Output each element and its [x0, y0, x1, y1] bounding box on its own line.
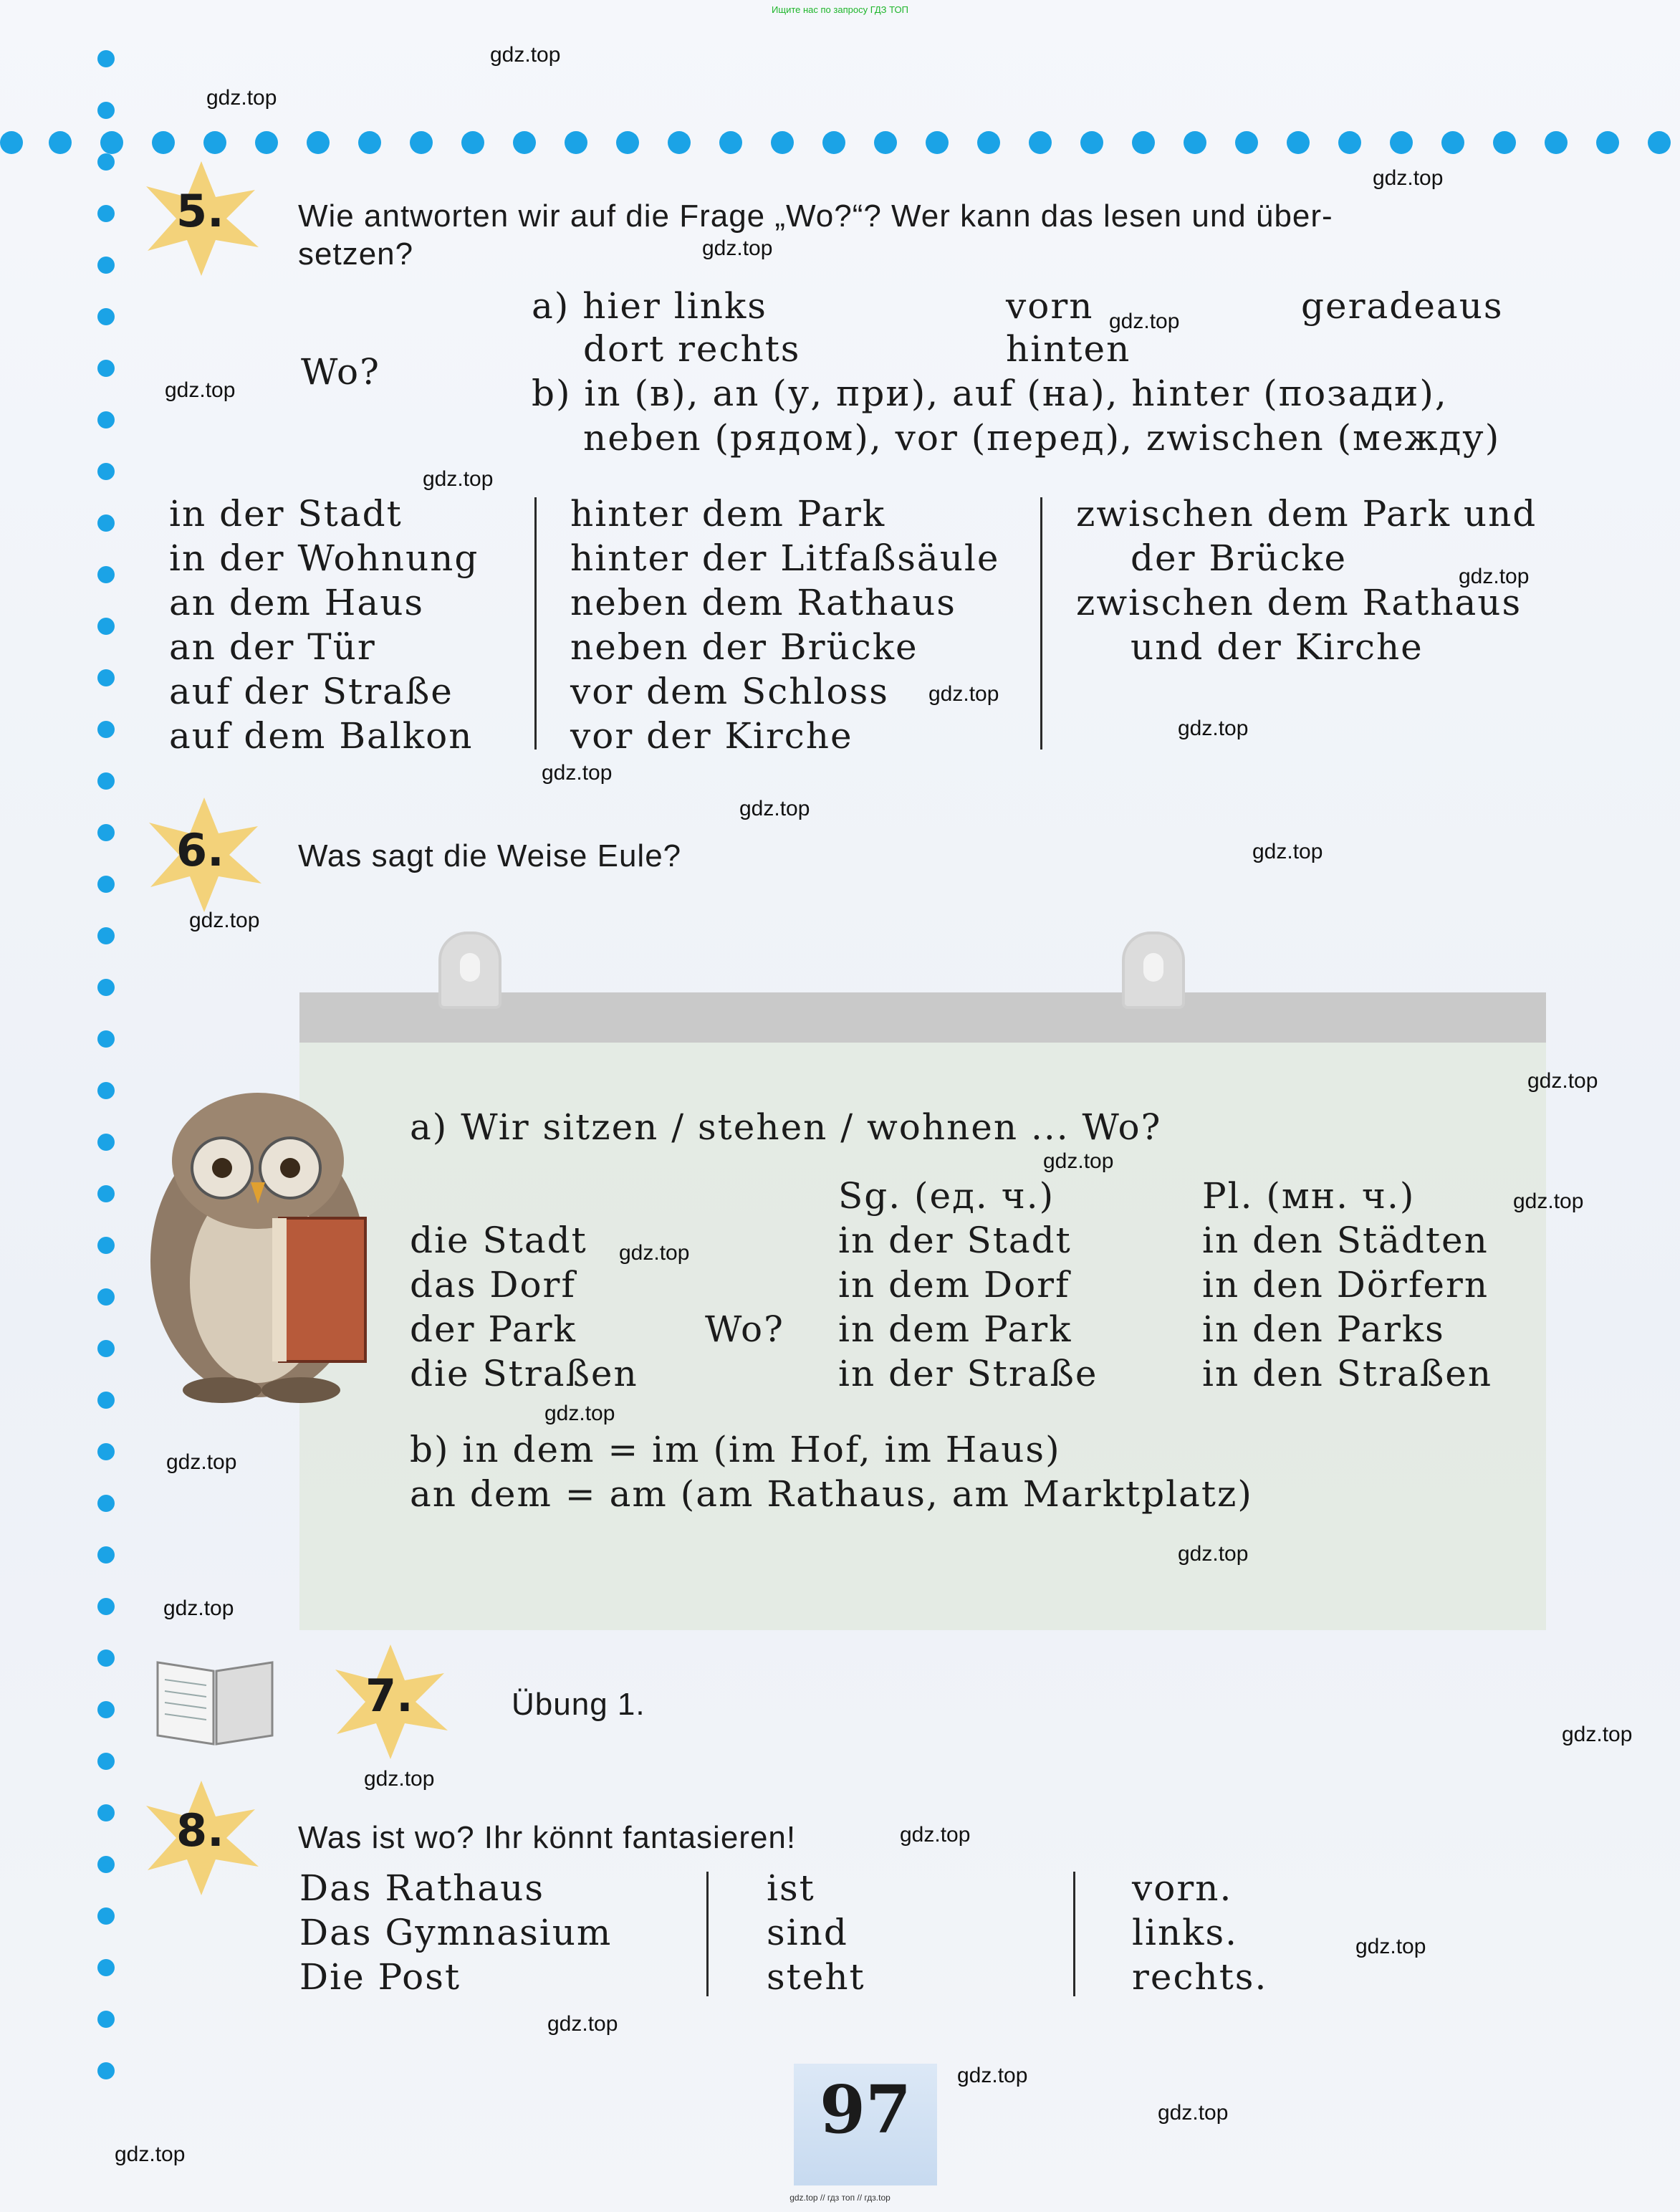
subject: Die Post: [299, 1956, 461, 1998]
place: rechts.: [1132, 1956, 1268, 1998]
noun: die Stadt: [410, 1220, 587, 1261]
page-number-box: [794, 2064, 937, 2185]
watermark: gdz.top: [739, 797, 810, 820]
row-a-col3: geradeaus: [1301, 285, 1504, 327]
row-b-line2: neben (рядом), vor (перед), zwischen (между): [583, 417, 1501, 459]
watermark: gdz.top: [163, 1596, 234, 1620]
prep-phrase: in der Stadt: [169, 493, 403, 535]
watermark: gdz.top: [364, 1767, 435, 1791]
board-hanger: [1122, 932, 1185, 1009]
exercise-6-instruction: Was sagt die Weise Eule?: [298, 838, 682, 873]
watermark: gdz.top: [900, 1823, 971, 1847]
left-dot-column: [97, 50, 126, 2128]
singular-form: in dem Dorf: [838, 1264, 1070, 1306]
noun: der Park: [410, 1308, 577, 1350]
watermark: gdz.top: [1178, 1542, 1249, 1566]
board-hanger: [438, 932, 501, 1009]
watermark: gdz.top: [1513, 1189, 1584, 1213]
watermark: gdz.top: [490, 43, 561, 67]
column-divider: [1073, 1872, 1075, 1996]
prep-phrase: auf der Straße: [169, 671, 453, 712]
watermark: gdz.top: [702, 236, 773, 260]
exercise-5-instruction-cont: setzen?: [298, 236, 414, 272]
prep-phrase: neben dem Rathaus: [570, 582, 956, 623]
watermark: gdz.top: [115, 2142, 186, 2166]
singular-header: Sg. (ед. ч.): [838, 1175, 1055, 1217]
watermark: gdz.top: [206, 86, 277, 110]
prep-phrase: vor dem Schloss: [570, 671, 889, 712]
exercise-5-number: 5.: [176, 185, 224, 237]
watermark: gdz.top: [1459, 565, 1530, 588]
prep-phrase: neben der Brücke: [570, 626, 918, 668]
wo-owl: Wo?: [705, 1308, 784, 1350]
workbook-icon: [155, 1655, 275, 1748]
place: vorn.: [1132, 1867, 1233, 1909]
row-a2-col2: hinten: [1006, 328, 1131, 370]
watermark: gdz.top: [542, 761, 613, 785]
row-a2-col1: dort rechts: [583, 328, 801, 370]
prep-phrase: zwischen dem Park und: [1076, 493, 1537, 535]
watermark: gdz.top: [1158, 2101, 1229, 2125]
plural-form: in den Städten: [1202, 1220, 1489, 1261]
watermark: gdz.top: [1562, 1723, 1633, 1746]
row-b-line1: b) in (в), an (у, при), auf (на), hinter (позади),: [532, 373, 1448, 414]
exercise-7-text: Übung 1.: [512, 1687, 645, 1722]
contraction-line-2: an dem = am (am Rathaus, am Marktplatz): [410, 1473, 1253, 1515]
wo-question: Wo?: [301, 351, 380, 393]
bottom-banner: gdz.top // гдз топ // гдз.top: [789, 2193, 891, 2203]
watermark: gdz.top: [957, 2064, 1028, 2087]
subject: Das Gymnasium: [299, 1912, 613, 1953]
watermark: gdz.top: [423, 467, 494, 491]
verb: steht: [767, 1956, 865, 1998]
watermark: gdz.top: [547, 2012, 618, 2036]
plural-form: in den Straßen: [1202, 1353, 1493, 1394]
subject: Das Rathaus: [299, 1867, 545, 1909]
page-number: 97: [819, 2071, 912, 2148]
watermark: gdz.top: [1178, 717, 1249, 740]
watermark: gdz.top: [1373, 166, 1444, 190]
singular-form: in dem Park: [838, 1308, 1072, 1350]
watermark: gdz.top: [189, 909, 260, 932]
place: links.: [1132, 1912, 1239, 1953]
prep-phrase: der Brücke: [1131, 537, 1348, 579]
contraction-line-1: b) in dem = im (im Hof, im Haus): [410, 1429, 1061, 1470]
column-divider: [1040, 497, 1042, 750]
exercise-6-number: 6.: [176, 824, 224, 876]
verb: ist: [767, 1867, 815, 1909]
exercise-8-instruction: Was ist wo? Ihr könnt fantasieren!: [298, 1820, 797, 1855]
prep-phrase: an der Tür: [169, 626, 376, 668]
prep-phrase: hinter der Litfaßsäule: [570, 537, 1000, 579]
noun: das Dorf: [410, 1264, 576, 1306]
prep-phrase: und der Kirche: [1131, 626, 1424, 668]
owl-illustration: [129, 1075, 401, 1412]
prep-phrase: vor der Kirche: [570, 715, 853, 757]
prep-phrase: zwischen dem Rathaus: [1076, 582, 1522, 623]
column-divider: [534, 497, 537, 750]
prep-phrase: an dem Haus: [169, 582, 425, 623]
prep-phrase: in der Wohnung: [169, 537, 479, 579]
prep-phrase: auf dem Balkon: [169, 715, 474, 757]
watermark: gdz.top: [544, 1402, 615, 1425]
plural-form: in den Parks: [1202, 1308, 1445, 1350]
owl-line-a: a) Wir sitzen / stehen / wohnen ... Wo?: [410, 1106, 1162, 1148]
prep-phrase: hinter dem Park: [570, 493, 886, 535]
exercise-7-number: 7.: [365, 1670, 413, 1722]
exercise-8-number: 8.: [176, 1804, 224, 1857]
plural-form: in den Dörfern: [1202, 1264, 1489, 1306]
watermark: gdz.top: [166, 1450, 237, 1474]
row-a-col2: vorn: [1006, 285, 1094, 327]
watermark: gdz.top: [1043, 1149, 1114, 1173]
column-divider: [706, 1872, 709, 1996]
singular-form: in der Stadt: [838, 1220, 1072, 1261]
singular-form: in der Straße: [838, 1353, 1098, 1394]
watermark: gdz.top: [165, 378, 236, 402]
watermark: gdz.top: [1109, 310, 1180, 333]
watermark: gdz.top: [928, 682, 999, 706]
row-a-col1: a) hier links: [532, 285, 767, 327]
top-banner: Ищите нас по запросу ГДЗ ТОП: [772, 4, 908, 15]
watermark: gdz.top: [1355, 1935, 1426, 1958]
watermark: gdz.top: [1252, 840, 1323, 863]
watermark: gdz.top: [1527, 1069, 1598, 1093]
verb: sind: [767, 1912, 848, 1953]
top-dot-row: [0, 131, 1680, 160]
watermark: gdz.top: [619, 1241, 690, 1265]
plural-header: Pl. (мн. ч.): [1202, 1175, 1416, 1217]
exercise-5-instruction: Wie antworten wir auf die Frage „Wo?“? Wer kann das lesen und über-: [298, 198, 1333, 234]
noun: die Straßen: [410, 1353, 638, 1394]
